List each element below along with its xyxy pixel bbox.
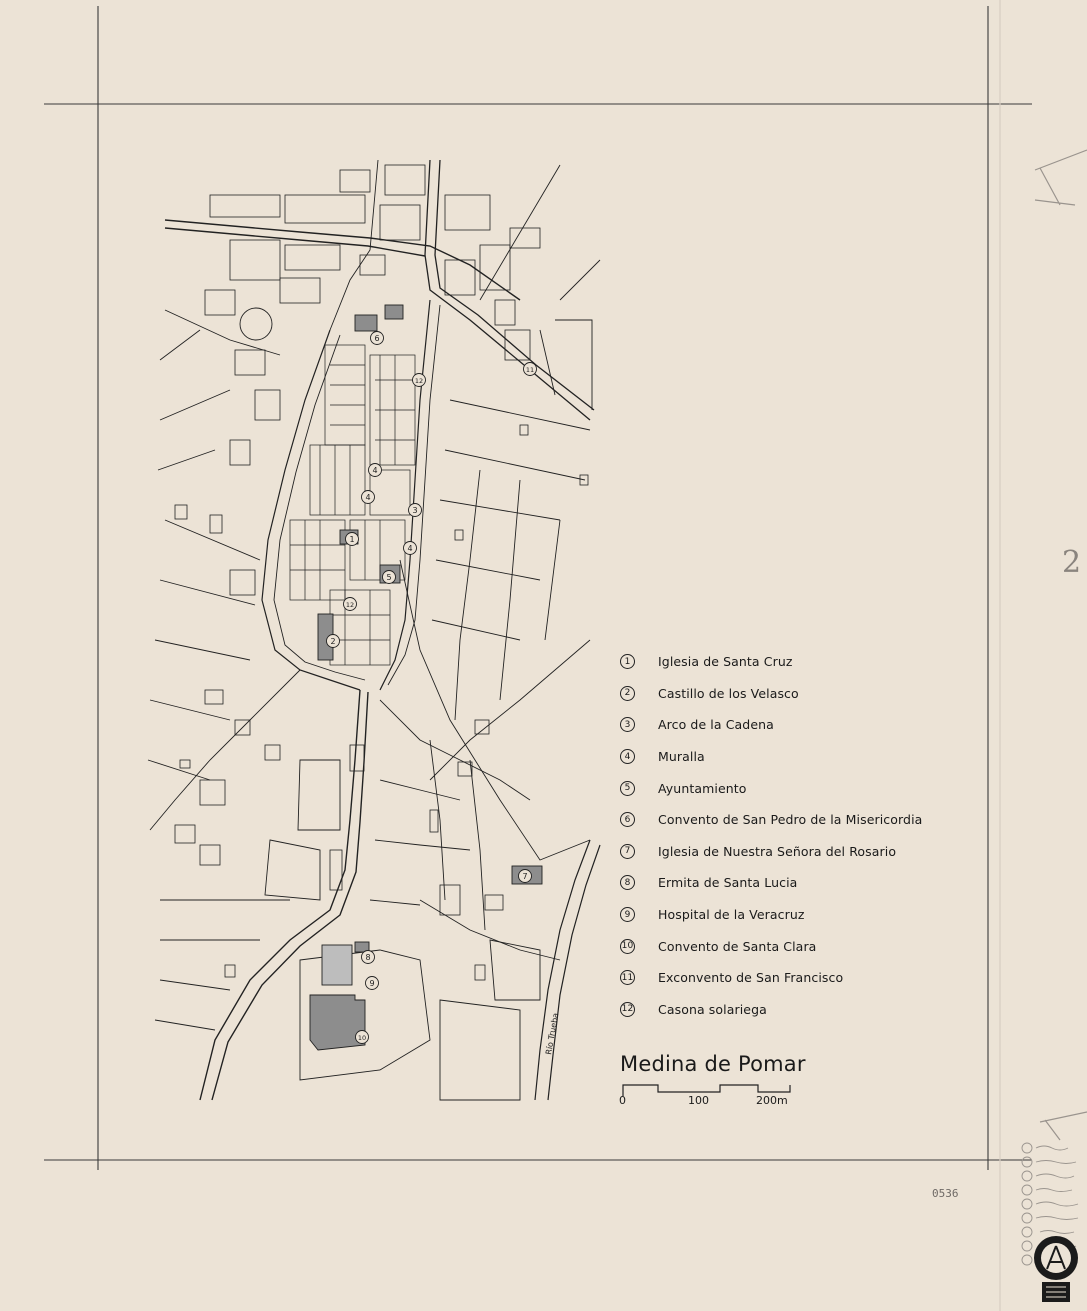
legend-label: Ermita de Santa Lucia — [658, 875, 798, 891]
legend-number: 7 — [620, 844, 635, 859]
legend-number: 5 — [620, 781, 635, 796]
map-marker-label: 4 — [407, 544, 413, 553]
map-marker-label: 11 — [525, 366, 535, 374]
legend-number: 8 — [620, 875, 635, 890]
map-marker-label: 5 — [386, 573, 392, 582]
map-marker-label: 7 — [522, 872, 528, 881]
scale-tick-200: 200m — [756, 1094, 788, 1107]
legend-label: Arco de la Cadena — [658, 717, 774, 733]
river-label: Río Trueba — [544, 1012, 561, 1056]
legend-item — [620, 930, 950, 962]
legend-item — [620, 646, 950, 678]
map-marker-label: 6 — [374, 334, 380, 343]
edge-mark: 2 — [1062, 545, 1082, 580]
map-marker-label: 1 — [349, 535, 355, 544]
legend-item — [620, 994, 950, 1026]
legend-number: 10 — [620, 939, 635, 954]
legend-number: 1 — [620, 654, 635, 669]
legend-number: 6 — [620, 812, 635, 827]
legend-label: Hospital de la Veracruz — [658, 907, 805, 923]
legend-item — [620, 836, 950, 868]
landmark-markers — [327, 332, 537, 1044]
map-marker-label: 12 — [414, 377, 424, 385]
map-legend — [620, 646, 950, 1025]
legend-label: Casona solariega — [658, 1001, 767, 1017]
legend-label: Convento de San Pedro de la Misericordia — [658, 812, 923, 828]
legend-label: Iglesia de Nuestra Señora del Rosario — [658, 843, 897, 859]
legend-number: 3 — [620, 717, 635, 732]
edge-annotations — [1022, 150, 1087, 1265]
map-marker-label: 4 — [372, 466, 378, 475]
legend-item — [620, 867, 950, 899]
map-marker-label: 12 — [345, 601, 355, 609]
legend-number: 4 — [620, 749, 635, 764]
legend-item — [620, 772, 950, 804]
legend-number: 2 — [620, 686, 635, 701]
map-marker-label: 2 — [330, 637, 336, 646]
legend-item — [620, 741, 950, 773]
map-marker-label: 10 — [357, 1034, 367, 1042]
map-marker-label: 4 — [365, 493, 371, 502]
legend-label: Ayuntamiento — [658, 780, 747, 796]
map-marker-label: 8 — [365, 953, 371, 962]
legend-item — [620, 709, 950, 741]
legend-item — [620, 899, 950, 931]
scale-labels — [618, 1081, 798, 1111]
legend-label: Convento de Santa Clara — [658, 938, 817, 954]
legend-label: Exconvento de San Francisco — [658, 970, 844, 986]
legend-item — [620, 962, 950, 994]
scale-tick-0: 0 — [619, 1094, 626, 1107]
map-title: Medina de Pomar — [620, 1052, 806, 1076]
legend-label: Iglesia de Santa Cruz — [658, 654, 793, 670]
map-marker-label: 9 — [369, 979, 375, 988]
scale-tick-100: 100 — [688, 1094, 709, 1107]
legend-item — [620, 804, 950, 836]
legend-label: Muralla — [658, 749, 705, 765]
archive-number: 0536 — [932, 1187, 959, 1200]
legend-number: 11 — [620, 970, 635, 985]
map-marker-label: 3 — [412, 506, 418, 515]
legend-number: 12 — [620, 1002, 635, 1017]
legend-label: Castillo de los Velasco — [658, 685, 799, 701]
legend-item — [620, 678, 950, 710]
legend-number: 9 — [620, 907, 635, 922]
etsam-logo-icon — [1032, 1232, 1080, 1306]
